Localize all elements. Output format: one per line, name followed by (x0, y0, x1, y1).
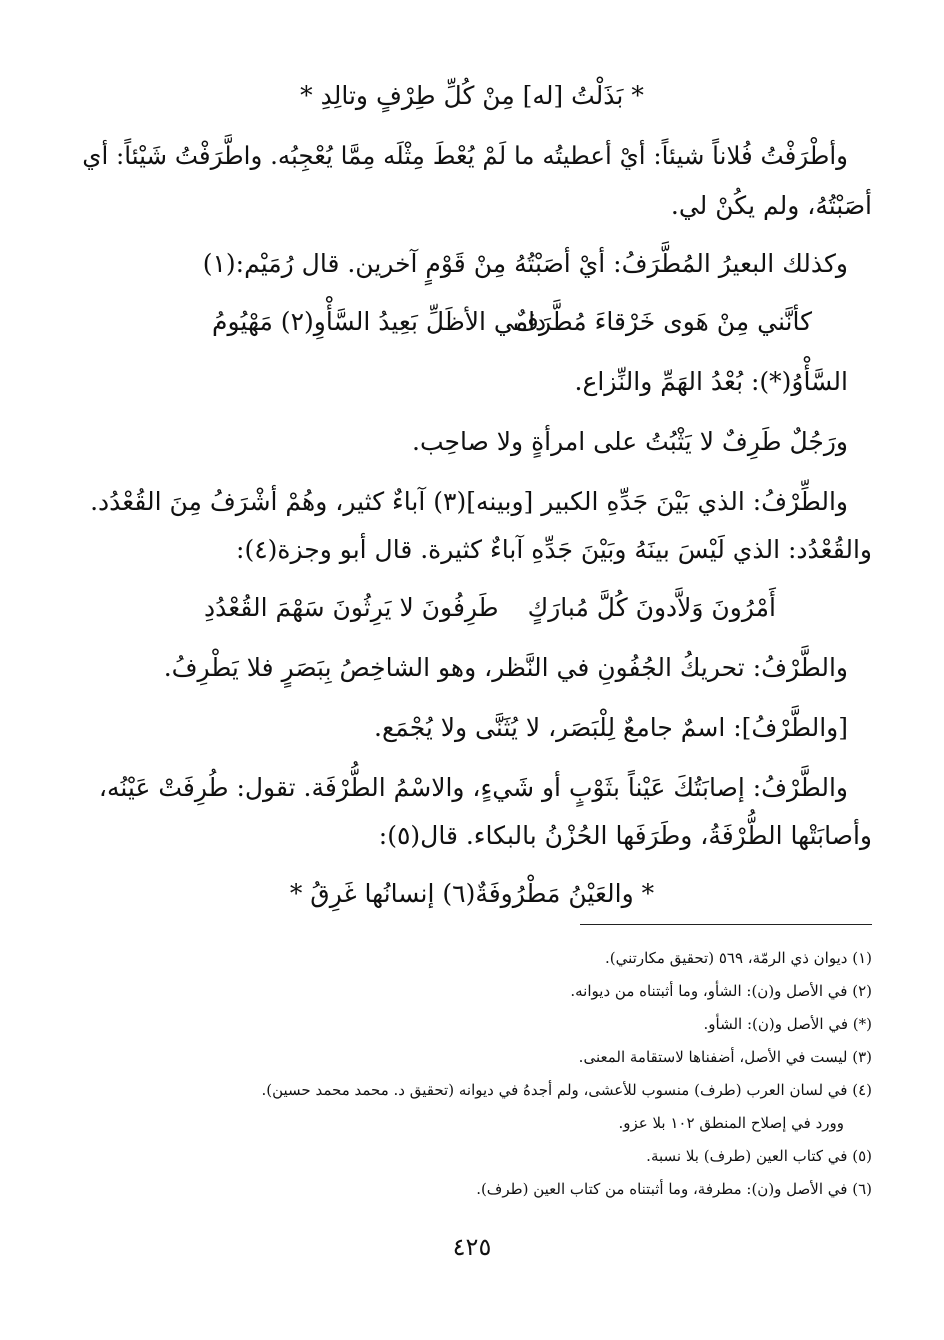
text-line: ورَجُلٌ طَرِفٌ لا يَثْبُتُ على امرأةٍ ولا صاحِب. (412, 427, 848, 456)
footnote: (*) في الأصل و(ن): الشأو. (703, 1015, 872, 1033)
verse-second-hemistich: دامي الأظَلِّ بَعِيدُ السَّأْوِ(٢) مَهْيُومُ (212, 307, 547, 336)
verse-hemistich-opening: * بَذَلْتُ [له] مِنْ كُلِّ طِرْفٍ وتالِدِ * (300, 81, 644, 110)
page-number: ٤٢٥ (452, 1233, 492, 1261)
footnote: (٤) في لسان العرب (طرف) منسوب للأعشى، ولم أجدهُ في ديوانه (تحقيق د. محمد محمد حسين). (261, 1081, 872, 1099)
footnote-continuation: وورد في إصلاح المنطق ١٠٢ بلا عزو. (618, 1114, 844, 1132)
footnote: (٣) ليست في الأصل، أضفناها لاستقامة المعنى. (578, 1048, 872, 1066)
verse-first-hemistich: كأنَّني مِنْ هَوى خَرْقاءَ مُطَّرَفٌ (513, 307, 812, 336)
text-line: والطِّرْفُ: الذي بَيْنَ جَدِّهِ الكبير [وبينه](٣) آباءٌ كثير، وهُمْ أشْرَفُ مِنَ القُعْدُد. (90, 487, 848, 516)
verse-first-hemistich: أَمْرُونَ وَلاَّدونَ كُلَّ مُبارَكٍ (527, 593, 776, 622)
text-line: والطَّرْفُ: إصابَتُكَ عَيْناً بثَوْبٍ أو شَيءٍ، والاسْمُ الطُّرْفَة. تقول: طُرِفَتْ عَيْنُه، (98, 773, 848, 802)
verse-second-hemistich: طَرِفُونَ لا يَرِثُونَ سَهْمَ القُعْدُدِ (204, 593, 499, 622)
footnote: (١) ديوان ذي الرمّة، ٥٦٩ (تحقيق مكارتني). (605, 949, 872, 967)
text-line: أصَبْتُهُ، ولم يكُنْ لي. (670, 191, 872, 220)
footnote: (٥) في كتاب العين (طرف) بلا نسبة. (646, 1147, 872, 1165)
text-line: [والطَّرْفُ]: اسمٌ جامعٌ لِلْبَصَر، لا يُثَنَّى ولا يُجْمَع. (374, 713, 848, 742)
text-line: والطَّرْفُ: تحريكُ الجُفُونِ في النَّظر، وهو الشاخِصُ بِبَصَرٍ فلا يَطْرِفُ. (163, 653, 848, 682)
verse-hemistich-closing: * والعَيْنُ مَطْرُوفَةٌ(٦) إنسانُها غَرِقُ * (289, 879, 655, 908)
text-line: وكذلك البعيرُ المُطَّرَفُ: أيْ أصَبْتُهُ مِنْ قَوْمٍ آخرين. قال رُمَيْم:(١) (202, 249, 848, 278)
text-line: وأطْرَفْتُ فُلاناً شيئاً: أيْ أعطيتُه ما لَمْ يُعْطَ مِثْلَه مِمَّا يُعْجِبُه. واطَّرَفْتُ شَيْئاً: أي (82, 141, 848, 170)
footnote: (٢) في الأصل و(ن): الشأو، وما أثبتناه من ديوانه. (570, 982, 872, 1000)
text-line: السَّأْوُ(*): بُعْدُ الهَمِّ والنِّزاع. (574, 367, 848, 396)
footnote-divider (580, 924, 872, 925)
text-line: والقُعْدُد: الذي لَيْسَ بينَهُ وبَيْنَ جَدِّهِ آباءٌ كثيرة. قال أبو وجزة(٤): (236, 535, 872, 564)
text-line: وأصابَتْها الطُّرْفَةُ، وطَرَفَها الحُزْنُ بالبكاء. قال(٥): (378, 821, 872, 850)
footnote: (٦) في الأصل و(ن): مطرفة، وما أثبتناه من كتاب العين (طرف). (476, 1180, 872, 1198)
